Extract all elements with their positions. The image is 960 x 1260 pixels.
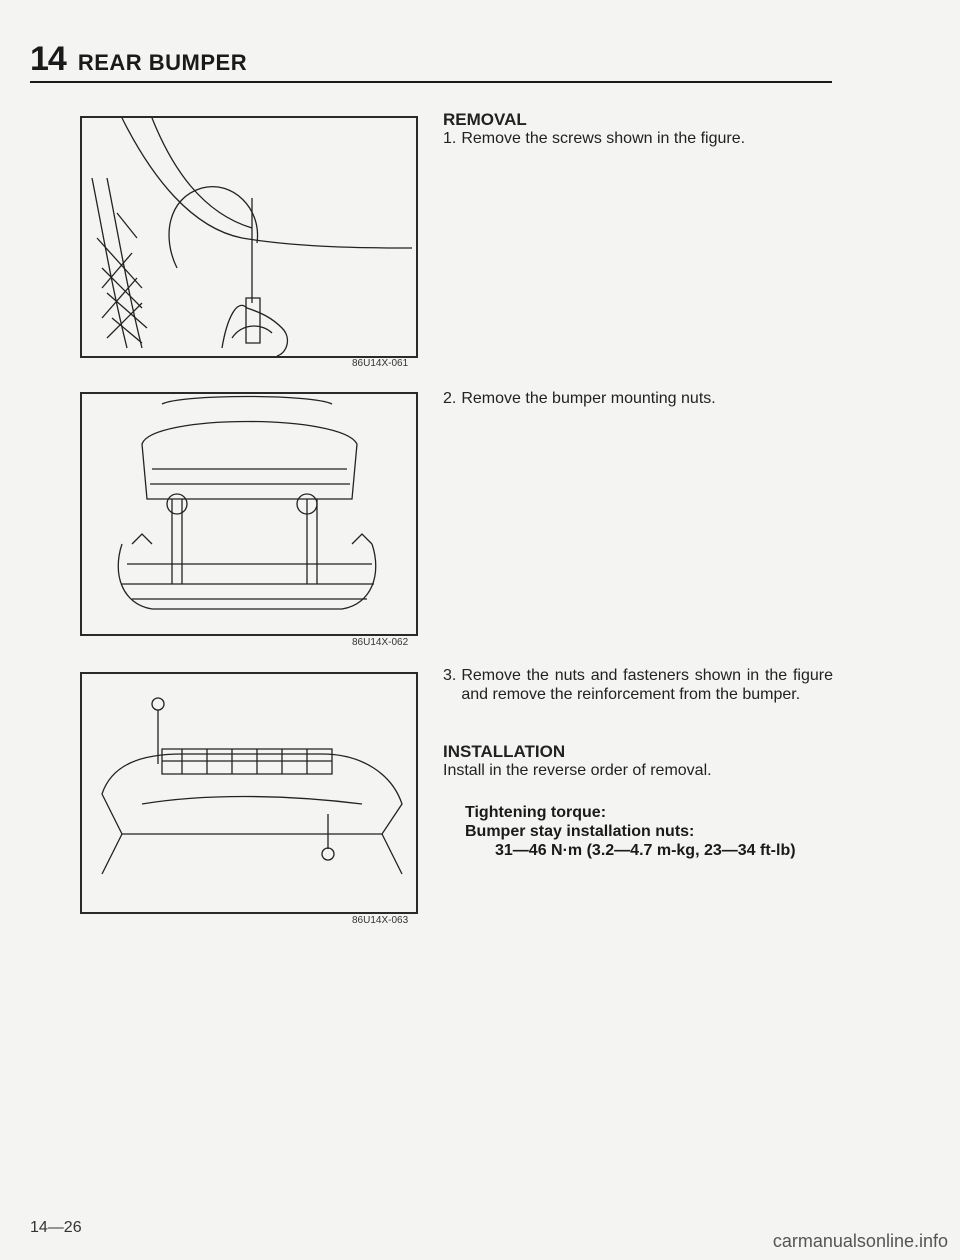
page-number: 14—26: [30, 1219, 82, 1236]
step-number: 1.: [443, 130, 457, 147]
figure-code: 86U14X-061: [352, 358, 409, 369]
removal-step-3: [443, 666, 833, 704]
removal-section: [443, 110, 833, 148]
watermark: carmanualsonline.info: [772, 1231, 948, 1251]
removal-step-1: [443, 129, 833, 148]
figure-bumper-nuts: [80, 392, 418, 636]
page-header: [30, 40, 247, 79]
chapter-title: REAR BUMPER: [77, 50, 248, 75]
torque-value: 31—46 N·m (3.2—4.7 m-kg, 23—34 ft-lb): [495, 842, 796, 859]
installation-text: Install in the reverse order of removal.: [443, 762, 712, 779]
installation-heading: INSTALLATION: [443, 742, 566, 761]
figure-reinforcement: [80, 672, 418, 914]
header-rule: [30, 81, 832, 83]
torque-item: Bumper stay installation nuts:: [465, 823, 695, 840]
step-text: Remove the nuts and fasteners shown in the figure and remove the reinforcement from the bumper.: [461, 667, 833, 703]
chapter-number: 14: [30, 40, 66, 78]
installation-section: [443, 742, 833, 780]
step-number: 3.: [443, 667, 457, 684]
removal-heading: REMOVAL: [443, 110, 527, 129]
figure-code: 86U14X-063: [352, 915, 409, 926]
reinforcement-illustration: [82, 674, 416, 912]
step-text: Remove the bumper mounting nuts.: [461, 390, 716, 407]
step-text: Remove the screws shown in the figure.: [461, 130, 746, 147]
removal-step-2: [443, 389, 833, 408]
figure-code: 86U14X-062: [352, 637, 409, 648]
torque-label: Tightening torque:: [465, 804, 607, 821]
bumper-removal-illustration: [82, 394, 416, 634]
screwdriver-illustration: [82, 118, 416, 356]
step-number: 2.: [443, 390, 457, 407]
figure-screw-removal: [80, 116, 418, 358]
